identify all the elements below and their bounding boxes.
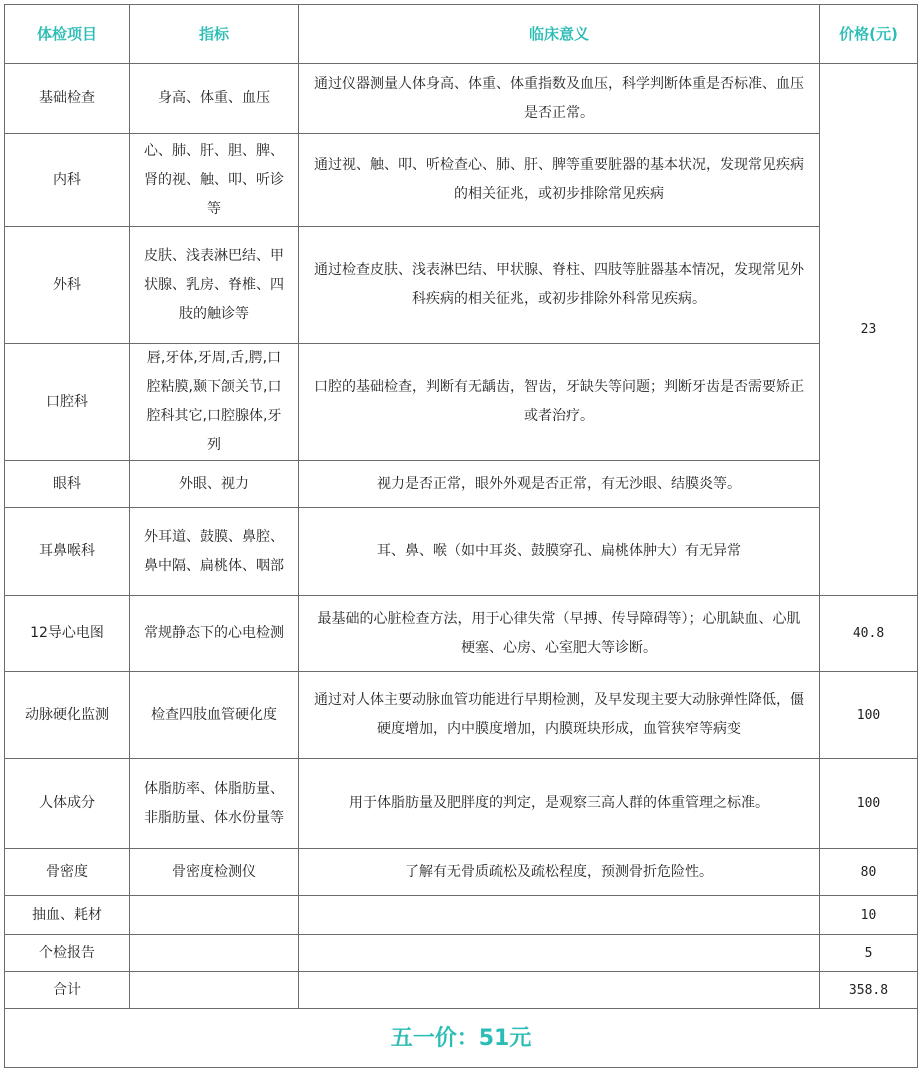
indicator-cell: 心、肺、肝、胆、脾、肾的视、触、叩、听诊等 <box>130 134 299 227</box>
significance-cell <box>299 972 820 1009</box>
indicator-cell: 骨密度检测仪 <box>130 849 299 896</box>
table-row <box>5 344 918 461</box>
item-cell: 12导心电图 <box>5 596 130 672</box>
item-cell: 耳鼻喉科 <box>5 508 130 596</box>
significance-cell <box>299 896 820 935</box>
price-cell: 80 <box>820 849 918 896</box>
table-row <box>5 134 918 227</box>
header-indicator: 指标 <box>130 5 299 64</box>
indicator-cell <box>130 972 299 1009</box>
significance-cell: 通过视、触、叩、听检查心、肺、肝、脾等重要脏器的基本状况，发现常见疾病的相关征兆，或初步排除常见疾病 <box>299 134 820 227</box>
checkup-table <box>4 4 918 1068</box>
table-row <box>5 672 918 759</box>
table-row <box>5 759 918 849</box>
item-cell: 口腔科 <box>5 344 130 461</box>
shared-price-cell: 23 <box>820 64 918 596</box>
header-price: 价格(元) <box>820 5 918 64</box>
total-price-cell: 358.8 <box>820 972 918 1009</box>
significance-cell: 最基础的心脏检查方法，用于心律失常（早搏、传导障碍等）；心肌缺血、心肌梗塞、心房、心室肥大等诊断。 <box>299 596 820 672</box>
significance-cell: 口腔的基础检查，判断有无龋齿，智齿，牙缺失等问题；判断牙齿是否需要矫正或者治疗。 <box>299 344 820 461</box>
item-cell: 抽血、耗材 <box>5 896 130 935</box>
indicator-cell: 皮肤、浅表淋巴结、甲状腺、乳房、脊椎、四肢的触诊等 <box>130 227 299 344</box>
item-cell: 合计 <box>5 972 130 1009</box>
header-row <box>5 5 918 64</box>
item-cell: 动脉硬化监测 <box>5 672 130 759</box>
header-item: 体检项目 <box>5 5 130 64</box>
significance-cell: 通过检查皮肤、浅表淋巴结、甲状腺、脊柱、四肢等脏器基本情况，发现常见外科疾病的相关征兆，或初步排除外科常见疾病。 <box>299 227 820 344</box>
indicator-cell <box>130 896 299 935</box>
indicator-cell: 外耳道、鼓膜、鼻腔、鼻中隔、扁桃体、咽部 <box>130 508 299 596</box>
table-row <box>5 849 918 896</box>
indicator-cell: 外眼、视力 <box>130 461 299 508</box>
item-cell: 基础检查 <box>5 64 130 134</box>
price-cell: 10 <box>820 896 918 935</box>
table-row <box>5 935 918 972</box>
table-row <box>5 227 918 344</box>
indicator-cell: 唇,牙体,牙周,舌,腭,口腔粘膜,颞下颌关节,口腔科其它,口腔腺体,牙列 <box>130 344 299 461</box>
item-cell: 内科 <box>5 134 130 227</box>
price-cell: 100 <box>820 759 918 849</box>
item-cell: 骨密度 <box>5 849 130 896</box>
indicator-cell: 检查四肢血管硬化度 <box>130 672 299 759</box>
total-row <box>5 972 918 1009</box>
indicator-cell <box>130 935 299 972</box>
table-row <box>5 64 918 134</box>
header-significance: 临床意义 <box>299 5 820 64</box>
table-row <box>5 896 918 935</box>
item-cell: 个检报告 <box>5 935 130 972</box>
price-cell: 40.8 <box>820 596 918 672</box>
indicator-cell: 常规静态下的心电检测 <box>130 596 299 672</box>
item-cell: 人体成分 <box>5 759 130 849</box>
significance-cell: 视力是否正常，眼外外观是否正常，有无沙眼、结膜炎等。 <box>299 461 820 508</box>
indicator-cell: 体脂肪率、体脂肪量、非脂肪量、体水份量等 <box>130 759 299 849</box>
significance-cell: 用于体脂肪量及肥胖度的判定，是观察三高人群的体重管理之标准。 <box>299 759 820 849</box>
significance-cell: 了解有无骨质疏松及疏松程度，预测骨折危险性。 <box>299 849 820 896</box>
promo-row <box>5 1009 918 1068</box>
significance-cell: 耳、鼻、喉（如中耳炎、鼓膜穿孔、扁桃体肿大）有无异常 <box>299 508 820 596</box>
table-row <box>5 596 918 672</box>
significance-cell <box>299 935 820 972</box>
significance-cell: 通过对人体主要动脉血管功能进行早期检测，及早发现主要大动脉弹性降低，僵硬度增加，内中膜度增加，内膜斑块形成，血管狭窄等病变 <box>299 672 820 759</box>
price-cell: 100 <box>820 672 918 759</box>
table-row <box>5 508 918 596</box>
item-cell: 外科 <box>5 227 130 344</box>
promo-price: 五一价：51元 <box>5 1009 918 1068</box>
price-cell: 5 <box>820 935 918 972</box>
indicator-cell: 身高、体重、血压 <box>130 64 299 134</box>
significance-cell: 通过仪器测量人体身高、体重、体重指数及血压，科学判断体重是否标准、血压是否正常。 <box>299 64 820 134</box>
item-cell: 眼科 <box>5 461 130 508</box>
table-row <box>5 461 918 508</box>
